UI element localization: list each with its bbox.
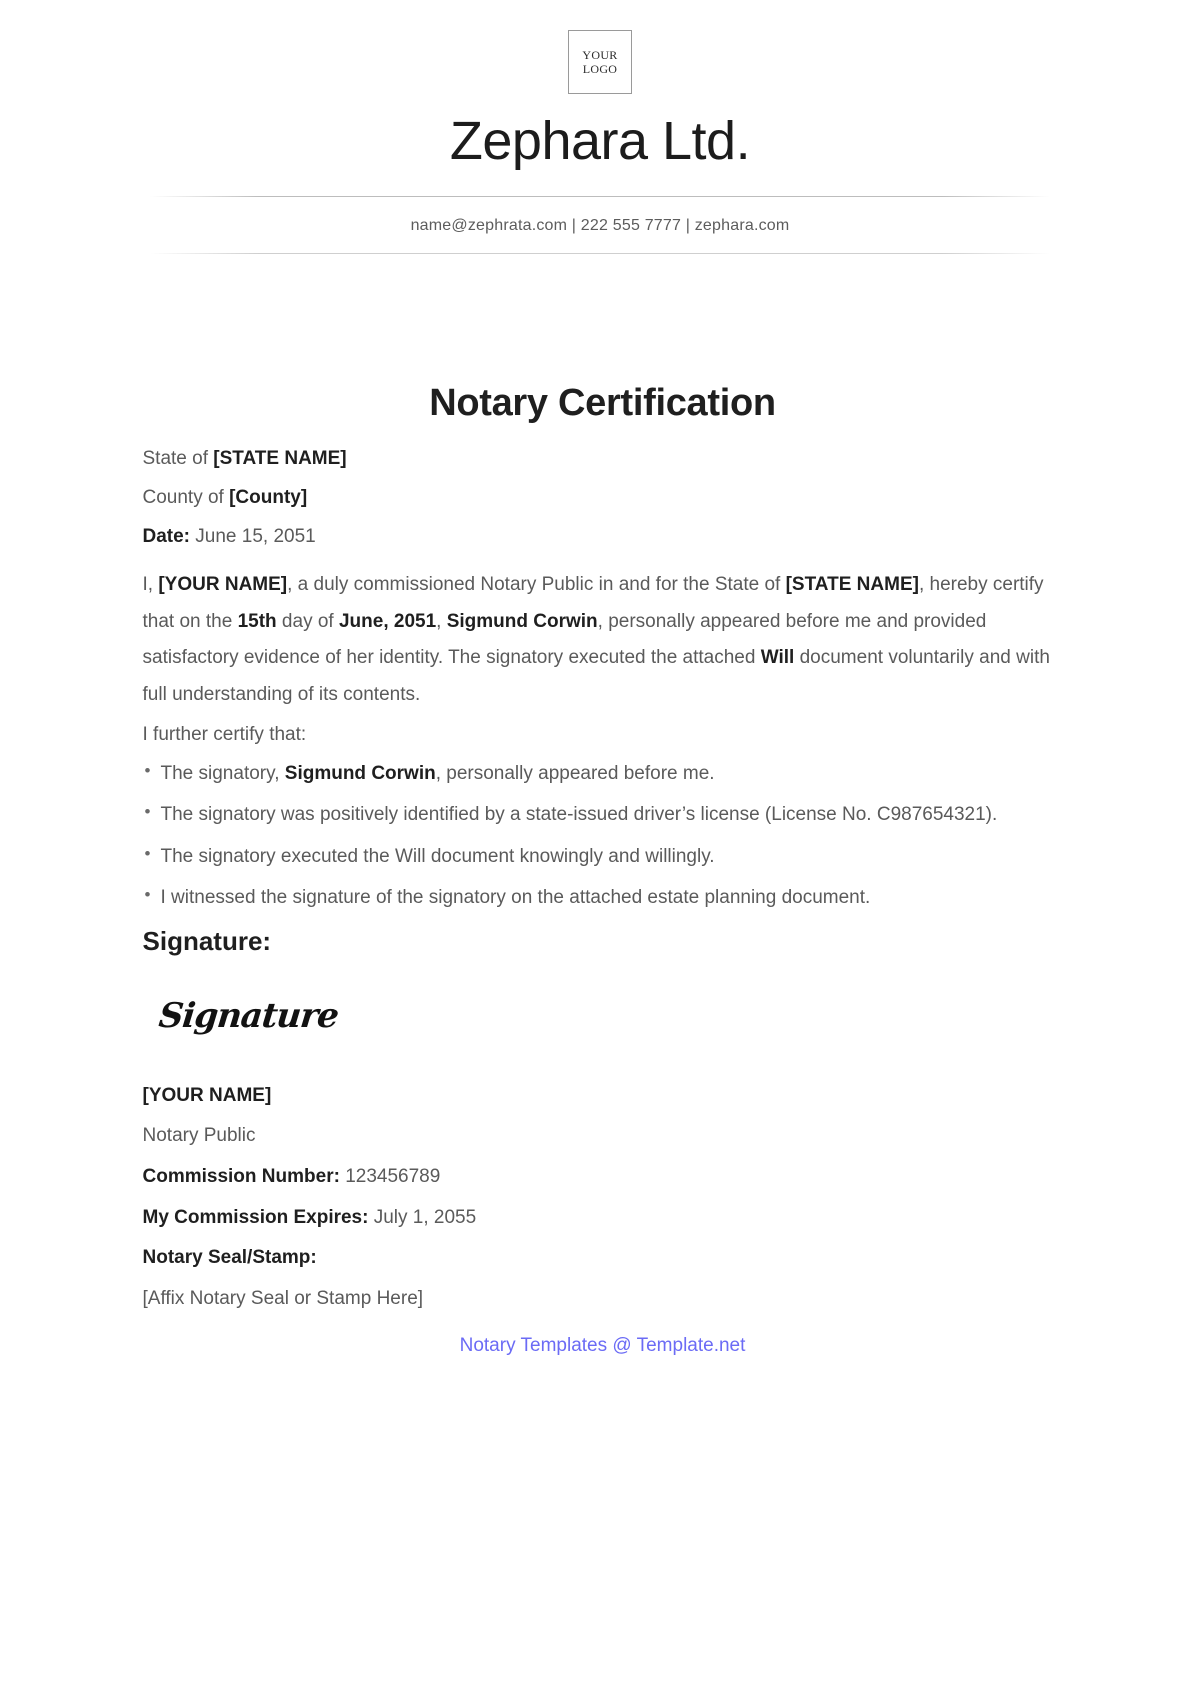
signature-area[interactable] (143, 957, 1063, 1036)
commission-expires-value: July 1, 2055 (373, 1206, 477, 1228)
para-day: 15th (237, 610, 277, 632)
date-value: June 15, 2051 (195, 525, 316, 547)
commission-expires-label: My Commission Expires: (142, 1206, 369, 1228)
county-value: [County] (229, 486, 308, 508)
commission-number-label: Commission Number: (142, 1165, 340, 1187)
logo-line-2: LOGO (582, 62, 618, 76)
company-name: Zephara Ltd. (449, 111, 751, 171)
bullet-text-bold: Sigmund Corwin (284, 762, 436, 784)
notary-name: [YOUR NAME] (142, 1085, 272, 1106)
list-item (143, 801, 1063, 829)
commission-number-value: 123456789 (345, 1165, 441, 1187)
letterhead (0, 0, 1200, 254)
para-month-year: June, 2051 (338, 610, 437, 632)
logo-line-1: YOUR (582, 47, 618, 62)
bullet-text-pre: I witnessed the signature of the signatory on the attached estate planning document. (160, 887, 871, 909)
para-document-type: Will (760, 647, 795, 669)
list-item (143, 884, 1063, 912)
notary-seal-placeholder: [Affix Notary Seal or Stamp Here] (142, 1288, 424, 1309)
para-seg-6: , personally appeared before me and provided satisfactory evidence of her identity. The signatory executed the attached (142, 610, 987, 669)
bullet-text-pre: The signatory executed the Will document knowingly and willingly. (160, 845, 715, 867)
county-label: County of (142, 486, 230, 508)
para-signatory-name: Sigmund Corwin (446, 610, 598, 632)
para-state-name: [STATE NAME] (785, 574, 919, 596)
commission-number-line (143, 1165, 1063, 1189)
list-item (143, 843, 1063, 871)
commission-expires-line (143, 1206, 1063, 1230)
header-divider-top (150, 196, 1050, 197)
contact-info: name@zephrata.com | 222 555 7777 | zephara.com (410, 217, 790, 234)
notary-role: Notary Public (142, 1125, 256, 1146)
state-line (143, 447, 1063, 471)
para-seg-2: , a duly commissioned Notary Public in and for the State of (287, 574, 786, 596)
page-title: Notary Certification (429, 382, 776, 424)
logo-placeholder-box (568, 30, 632, 94)
list-item (143, 760, 1063, 788)
further-certify-line: I further certify that: (142, 724, 307, 746)
state-value: [STATE NAME] (213, 448, 347, 469)
template-footer-link[interactable]: Notary Templates @ Template.net (459, 1334, 746, 1356)
para-seg-4: day of (276, 610, 339, 632)
signature-script-image: Signature (156, 996, 340, 1036)
header-divider-bottom (150, 253, 1050, 254)
document-body (138, 382, 1063, 1357)
bullet-text-pre: The signatory, (160, 762, 285, 784)
para-seg-5: , (436, 610, 447, 632)
county-line (143, 486, 1063, 510)
certification-bullet-list (143, 760, 1063, 912)
para-seg-7: document voluntarily and with full understanding of its contents. (142, 647, 1050, 705)
bullet-text-pre: The signatory was positively identified by a state-issued driver’s license (License No. C987654321). (160, 804, 998, 826)
date-line (143, 525, 1063, 549)
signature-heading: Signature: (142, 926, 272, 956)
seal-label-text: Notary Seal/Stamp: (142, 1247, 317, 1269)
para-seg-1: I, (142, 574, 159, 596)
date-label: Date: (142, 525, 191, 547)
bullet-text-post: , personally appeared before me. (435, 762, 715, 784)
para-your-name: [YOUR NAME] (158, 574, 288, 596)
para-seg-3: , hereby certify that on the (142, 574, 1044, 632)
certification-paragraph (143, 567, 1063, 713)
notary-seal-label (143, 1246, 1063, 1270)
state-label: State of (142, 448, 214, 469)
